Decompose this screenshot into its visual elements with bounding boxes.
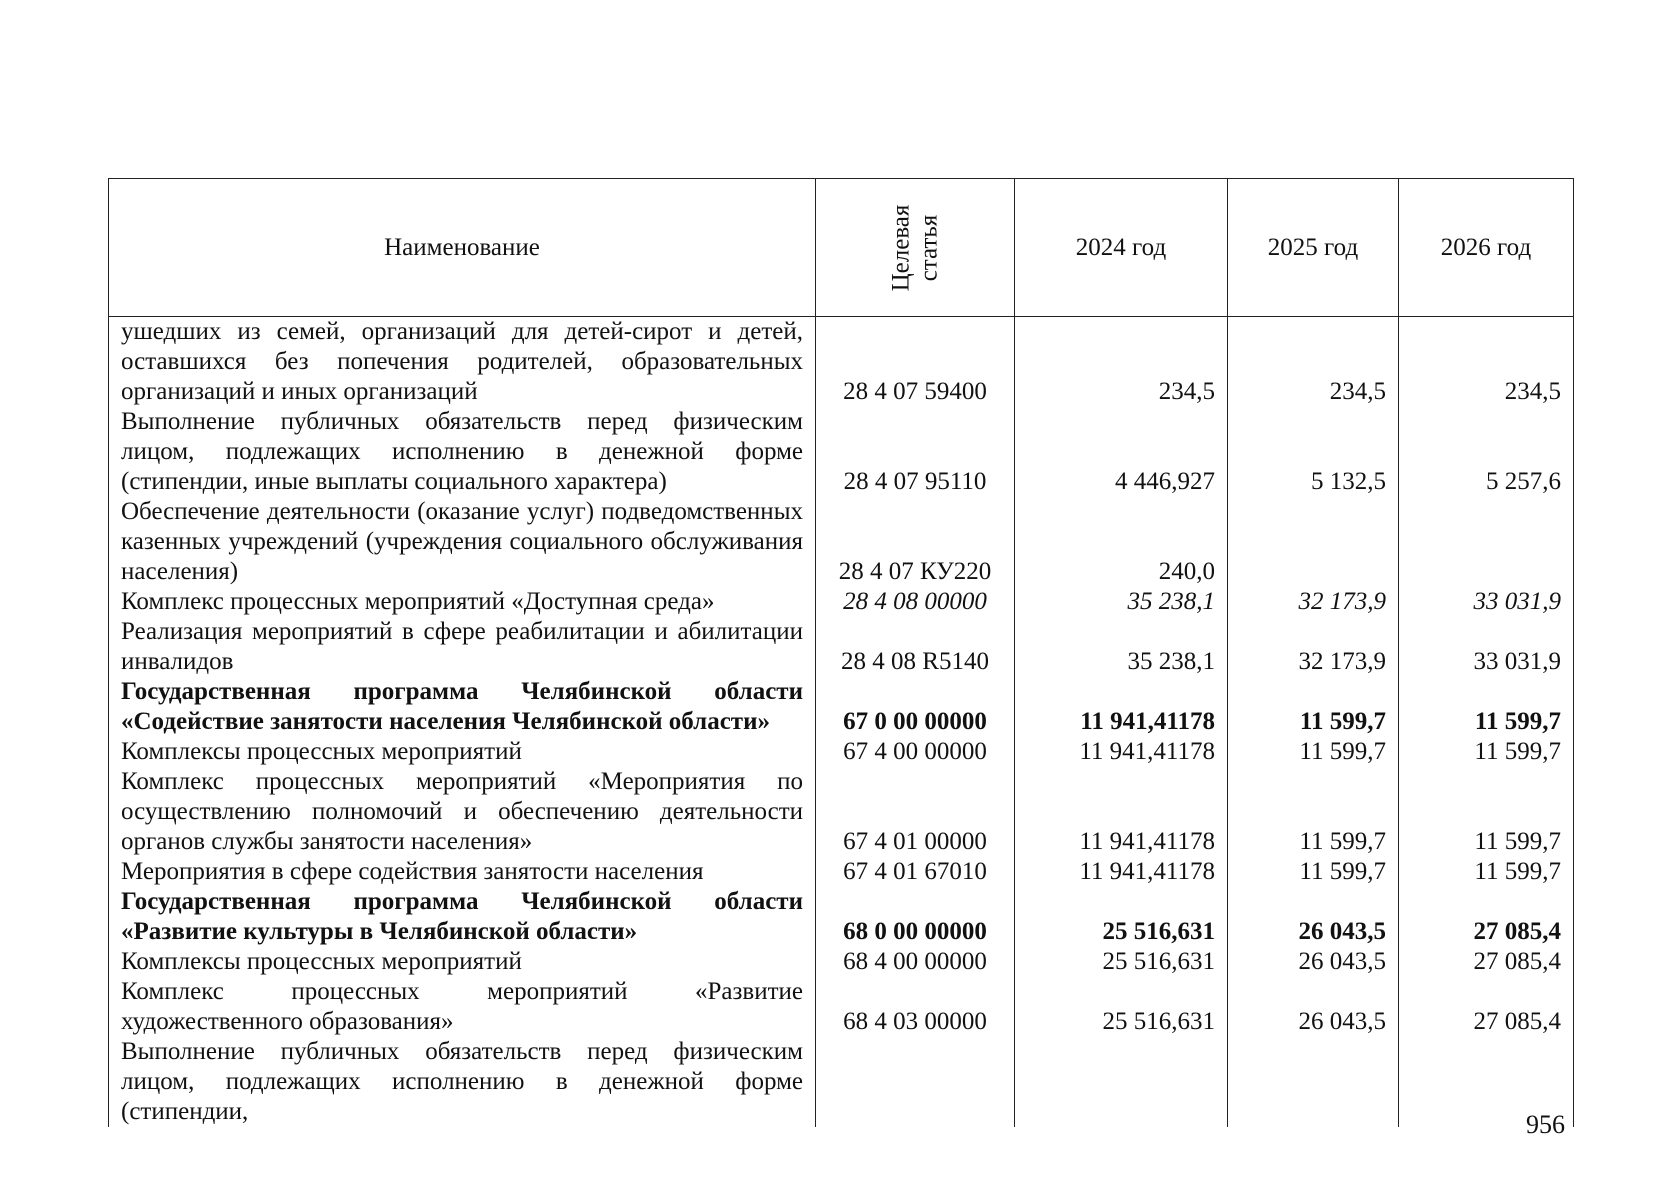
row-code: 68 4 00 00000: [816, 947, 1015, 977]
row-code: 67 4 00 00000: [816, 737, 1015, 767]
row-value-2024: [1015, 1037, 1228, 1127]
header-name: Наименование: [109, 179, 816, 317]
row-value-2024: 234,5: [1015, 317, 1228, 408]
header-row: [109, 179, 1574, 317]
row-value-2024: 25 516,631: [1015, 887, 1228, 947]
row-value-2025: 234,5: [1228, 317, 1399, 408]
row-value-2026: [1399, 497, 1574, 587]
row-value-2025: 26 043,5: [1228, 947, 1399, 977]
budget-table: [108, 178, 1574, 1127]
header-code: [816, 179, 1015, 317]
row-value-2026: 27 085,4: [1399, 887, 1574, 947]
row-name: Мероприятия в сфере содействия занятости населения: [109, 857, 816, 887]
row-name: Государственная программа Челябинской области «Развитие культуры в Челябинской области»: [109, 887, 816, 947]
row-value-2024: 35 238,1: [1015, 617, 1228, 677]
row-code: 67 0 00 00000: [816, 677, 1015, 737]
row-value-2026: 27 085,4: [1399, 977, 1574, 1037]
row-value-2024: 11 941,41178: [1015, 737, 1228, 767]
table-row: [109, 587, 1574, 617]
row-code: 28 4 07 КУ220: [816, 497, 1015, 587]
row-name: ушедших из семей, организаций для детей-сирот и детей, оставшихся без попечения родителей, образовательных организаций и иных организаций: [109, 317, 816, 408]
row-name: Обеспечение деятельности (оказание услуг) подведомственных казенных учреждений (учреждения социального обслуживания населения): [109, 497, 816, 587]
row-code: 28 4 08 00000: [816, 587, 1015, 617]
row-name: Комплексы процессных мероприятий: [109, 947, 816, 977]
table-row: [109, 1037, 1574, 1127]
row-value-2026: 234,5: [1399, 317, 1574, 408]
row-value-2026: 5 257,6: [1399, 407, 1574, 497]
row-value-2025: [1228, 497, 1399, 587]
row-value-2025: 11 599,7: [1228, 857, 1399, 887]
row-value-2026: 11 599,7: [1399, 767, 1574, 857]
row-value-2025: 32 173,9: [1228, 617, 1399, 677]
row-value-2024: 11 941,41178: [1015, 857, 1228, 887]
row-value-2024: 11 941,41178: [1015, 677, 1228, 737]
row-value-2024: 35 238,1: [1015, 587, 1228, 617]
row-name: Комплексы процессных мероприятий: [109, 737, 816, 767]
row-value-2025: 11 599,7: [1228, 767, 1399, 857]
row-value-2024: 4 446,927: [1015, 407, 1228, 497]
table-row: [109, 977, 1574, 1037]
row-name: Комплекс процессных мероприятий «Развитие художественного образования»: [109, 977, 816, 1037]
row-value-2024: 11 941,41178: [1015, 767, 1228, 857]
row-value-2026: 11 599,7: [1399, 677, 1574, 737]
header-2024: 2024 год: [1015, 179, 1228, 317]
header-2025: 2025 год: [1228, 179, 1399, 317]
row-code: 68 4 03 00000: [816, 977, 1015, 1037]
table-row: [109, 947, 1574, 977]
row-value-2025: 26 043,5: [1228, 887, 1399, 947]
row-value-2026: 33 031,9: [1399, 617, 1574, 677]
row-value-2025: 5 132,5: [1228, 407, 1399, 497]
row-code: [816, 1037, 1015, 1127]
row-name: Государственная программа Челябинской области «Содействие занятости населения Челябинской области»: [109, 677, 816, 737]
table-row: [109, 497, 1574, 587]
row-value-2025: 11 599,7: [1228, 677, 1399, 737]
row-value-2024: 25 516,631: [1015, 977, 1228, 1037]
row-value-2025: 32 173,9: [1228, 587, 1399, 617]
row-code: 67 4 01 67010: [816, 857, 1015, 887]
row-name: Выполнение публичных обязательств перед физическим лицом, подлежащих исполнению в денежной форме (стипендии, иные выплаты социального характера): [109, 407, 816, 497]
page-number: 956: [1526, 1110, 1565, 1139]
row-code: 67 4 01 00000: [816, 767, 1015, 857]
row-code: 28 4 07 95110: [816, 407, 1015, 497]
row-value-2024: 25 516,631: [1015, 947, 1228, 977]
row-value-2025: 26 043,5: [1228, 977, 1399, 1037]
table-row: [109, 407, 1574, 497]
header-code-line1: Целевая: [886, 204, 914, 291]
table-row: [109, 317, 1574, 408]
row-name: Комплекс процессных мероприятий «Мероприятия по осуществлению полномочий и обеспечению деятельности органов службы занятости населения»: [109, 767, 816, 857]
table-header: [109, 179, 1574, 317]
row-name: Выполнение публичных обязательств перед физическим лицом, подлежащих исполнению в денежной форме (стипендии,: [109, 1037, 816, 1127]
header-2026: 2026 год: [1399, 179, 1574, 317]
table-row: [109, 677, 1574, 737]
row-name: Реализация мероприятий в сфере реабилитации и абилитации инвалидов: [109, 617, 816, 677]
table-row: [109, 617, 1574, 677]
table-row: [109, 767, 1574, 857]
table-row: [109, 857, 1574, 887]
table-row: [109, 887, 1574, 947]
row-code: 68 0 00 00000: [816, 887, 1015, 947]
table-row: [109, 737, 1574, 767]
row-value-2026: 11 599,7: [1399, 857, 1574, 887]
row-code: 28 4 08 R5140: [816, 617, 1015, 677]
header-code-line2: статья: [914, 214, 942, 281]
row-value-2025: [1228, 1037, 1399, 1127]
row-value-2026: 27 085,4: [1399, 947, 1574, 977]
row-code: 28 4 07 59400: [816, 317, 1015, 408]
row-value-2026: 33 031,9: [1399, 587, 1574, 617]
row-name: Комплекс процессных мероприятий «Доступная среда»: [109, 587, 816, 617]
row-value-2024: 240,0: [1015, 497, 1228, 587]
row-value-2026: 11 599,7: [1399, 737, 1574, 767]
row-value-2025: 11 599,7: [1228, 737, 1399, 767]
table-body: [109, 317, 1574, 1128]
